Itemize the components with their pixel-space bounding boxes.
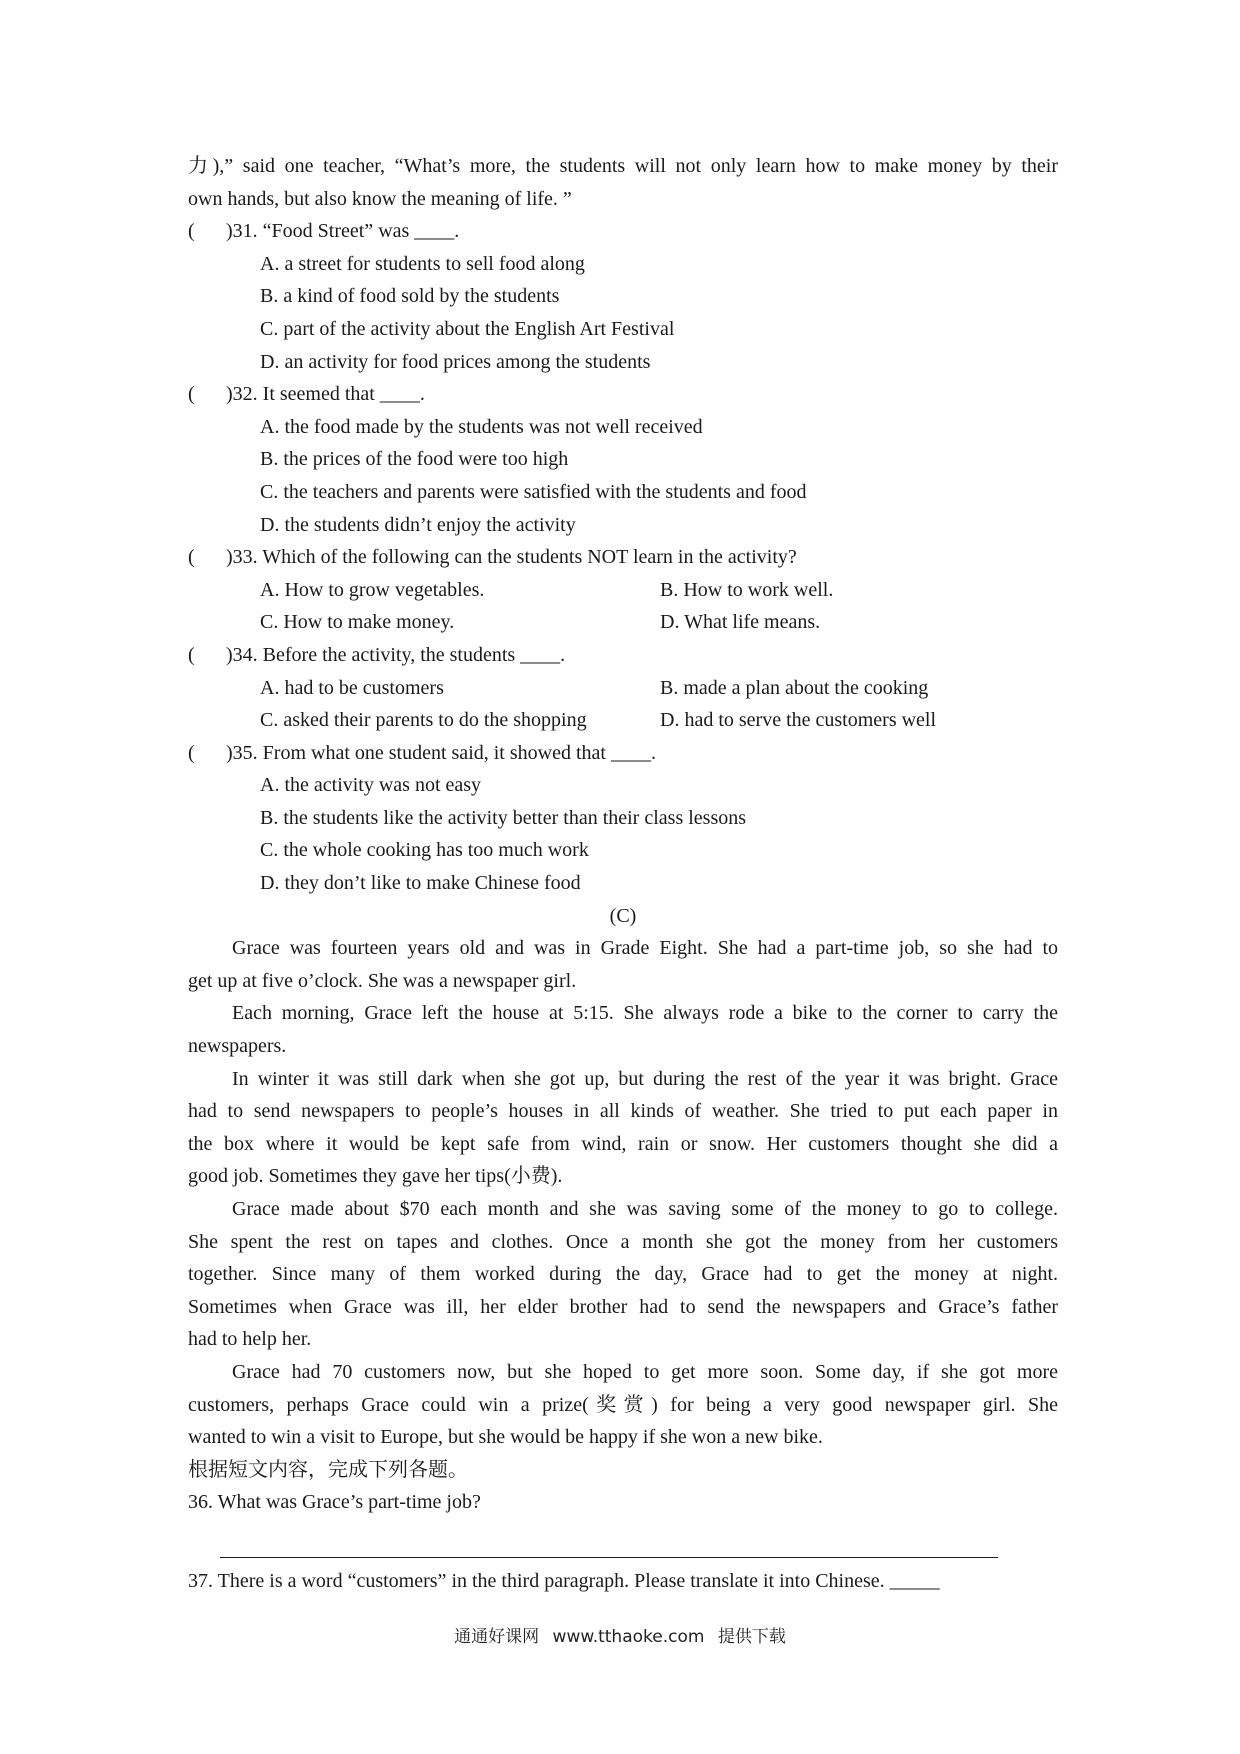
passage-line: had to send newspapers to people’s houses in all kinds of weather. She tried to put each paper in: [188, 1100, 1058, 1123]
question-text: )32. It seemed that ____.: [226, 383, 425, 406]
option-d: D. What life means.: [660, 611, 821, 634]
option-b: B. the students like the activity better than their class lessons: [260, 806, 747, 829]
question-37: 37. There is a word “customers” in the third paragraph. Please translate it into Chinese. _____: [188, 1569, 940, 1592]
question-text: )35. From what one student said, it showed that ____.: [226, 741, 656, 764]
answer-line[interactable]: [188, 1519, 1058, 1565]
option-c: C. part of the activity about the English Art Festival: [260, 317, 675, 340]
option-b: B. the prices of the food were too high: [260, 448, 569, 471]
option-c: C. the teachers and parents were satisfied with the students and food: [260, 480, 807, 503]
footer-url[interactable]: www.tthaoke.com: [552, 1627, 705, 1647]
section-heading: (C): [609, 904, 637, 927]
passage-line: together. Since many of them worked during the day, Grace had to get the money at night.: [188, 1263, 1058, 1286]
passage-line: Each morning, Grace left the house at 5:15. She always rode a bike to the corner to carry the: [232, 1002, 1058, 1025]
option-row: [188, 704, 1058, 737]
option-a: A. the activity was not easy: [260, 774, 482, 797]
option-row: [188, 574, 1058, 607]
passage-line: good job. Sometimes they gave her tips(小费).: [188, 1165, 563, 1188]
passage-line: own hands, but also know the meaning of life. ”: [188, 187, 572, 210]
option-b: B. How to work well.: [660, 578, 834, 601]
question-text: )33. Which of the following can the students NOT learn in the activity?: [226, 546, 797, 569]
answer-blank[interactable]: (: [188, 383, 195, 406]
option-b: B. a kind of food sold by the students: [260, 285, 560, 308]
passage-line: customers, perhaps Grace could win a prize(奖赏) for being a very good newspaper girl. She: [188, 1393, 1058, 1416]
passage-line: had to help her.: [188, 1328, 312, 1351]
question-31: [188, 215, 1058, 248]
passage-line: Grace had 70 customers now, but she hoped to get more soon. Some day, if she got more: [232, 1360, 1058, 1383]
passage-line: In winter it was still dark when she got up, but during the rest of the year it was bright. Grace: [232, 1067, 1058, 1090]
exam-page: [188, 150, 1058, 1598]
answer-blank[interactable]: (: [188, 741, 195, 764]
option-a: A. a street for students to sell food along: [260, 252, 585, 275]
passage-line: 力),” said one teacher, “What’s more, the students will not only learn how to make money by their: [188, 155, 1058, 177]
passage-line: get up at five o’clock. She was a newspaper girl.: [188, 969, 577, 992]
question-33: [188, 541, 1058, 574]
question-36: 36. What was Grace’s part-time job?: [188, 1491, 481, 1514]
passage-line: Grace made about $70 each month and she was saving some of the money to go to college.: [232, 1198, 1058, 1220]
page-footer: [0, 1622, 1240, 1647]
instruction: 根据短文内容，完成下列各题。: [188, 1458, 468, 1481]
question-32: [188, 378, 1058, 411]
answer-blank[interactable]: (: [188, 220, 195, 243]
question-34: [188, 639, 1058, 672]
option-c: C. the whole cooking has too much work: [260, 839, 589, 862]
question-text: )34. Before the activity, the students ____.: [226, 643, 566, 666]
answer-blank[interactable]: (: [188, 546, 195, 569]
question-35: [188, 737, 1058, 770]
answer-blank[interactable]: (: [188, 643, 195, 666]
footer-site-name: 通通好课网: [454, 1627, 540, 1647]
passage-line: She spent the rest on tapes and clothes. Once a month she got the money from her customers: [188, 1230, 1058, 1253]
passage-line: newspapers.: [188, 1035, 287, 1058]
passage-line: the box where it would be kept safe from wind, rain or snow. Her customers thought she did a: [188, 1132, 1058, 1155]
option-d: D. they don’t like to make Chinese food: [260, 872, 581, 895]
option-a: A. How to grow vegetables.: [260, 578, 485, 601]
option-d: D. an activity for food prices among the students: [260, 350, 651, 373]
option-b: B. made a plan about the cooking: [660, 676, 929, 699]
passage-line: Grace was fourteen years old and was in Grade Eight. She had a part-time job, so she had to: [232, 937, 1058, 960]
option-c: C. asked their parents to do the shopping: [260, 709, 587, 732]
footer-suffix: 提供下载: [717, 1627, 786, 1647]
option-a: A. the food made by the students was not well received: [260, 415, 703, 438]
passage-line: wanted to win a visit to Europe, but she would be happy if she won a new bike.: [188, 1426, 823, 1449]
option-d: D. had to serve the customers well: [660, 709, 937, 732]
option-c: C. How to make money.: [260, 611, 455, 634]
question-text: )31. “Food Street” was ____.: [226, 220, 460, 243]
option-row: [188, 606, 1058, 639]
passage-line: Sometimes when Grace was ill, her elder brother had to send the newspapers and Grace’s father: [188, 1295, 1058, 1318]
option-a: A. had to be customers: [260, 676, 444, 699]
option-d: D. the students didn’t enjoy the activity: [260, 513, 576, 536]
option-row: [188, 672, 1058, 705]
